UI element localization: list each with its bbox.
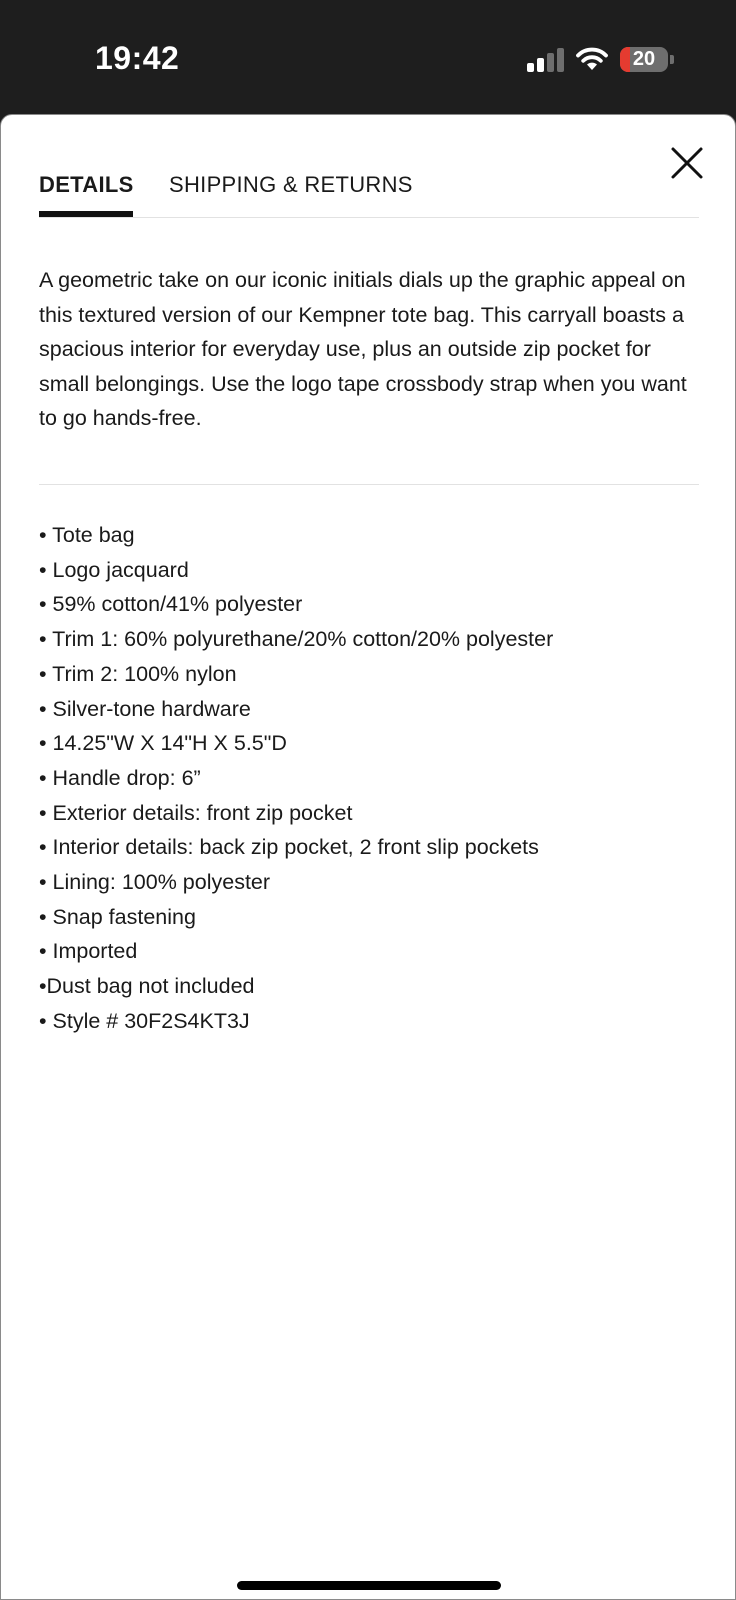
section-divider: [39, 484, 699, 485]
feature-item: • Style # 30F2S4KT3J: [39, 1008, 250, 1033]
home-indicator[interactable]: [237, 1581, 501, 1590]
tab-bar: [39, 167, 699, 218]
feature-item: • Lining: 100% polyester: [39, 870, 271, 895]
feature-item: • Snap fastening: [39, 904, 196, 929]
wifi-icon: [575, 44, 609, 72]
tab-shipping-returns[interactable]: SHIPPING & RETURNS: [169, 172, 413, 197]
feature-item: • Logo jacquard: [39, 557, 189, 582]
status-time: 19:42: [95, 40, 180, 76]
details-sheet: [0, 114, 736, 1600]
feature-item: • Handle drop: 6”: [39, 765, 201, 790]
feature-item: • Silver-tone hardware: [39, 696, 251, 721]
feature-item: • Trim 1: 60% polyurethane/20% cotton/20% polyester: [39, 627, 554, 652]
feature-item: • Trim 2: 100% nylon: [39, 661, 237, 686]
cellular-signal-icon: [527, 46, 565, 72]
status-bar: [0, 0, 736, 114]
feature-item: • 59% cotton/41% polyester: [39, 592, 303, 617]
feature-item: • 14.25"W X 14"H X 5.5"D: [39, 731, 287, 756]
battery-icon: [620, 47, 668, 72]
feature-item: • Imported: [39, 939, 138, 964]
feature-item: • Interior details: back zip pocket, 2 front slip pockets: [39, 835, 539, 860]
feature-item: •Dust bag not included: [39, 974, 255, 999]
battery-level: 20: [632, 48, 656, 70]
product-description: A geometric take on our iconic initials dials up the graphic appeal on this textured version of our Kempner tote bag. This carryall boasts a spacious interior for everyday use, plus an outside zip pocket for small belongings. Use the logo tape crossbody strap when you want to go hands-free.: [39, 268, 687, 430]
feature-item: • Exterior details: front zip pocket: [39, 800, 353, 825]
tab-details[interactable]: DETAILS: [39, 167, 133, 217]
feature-list: [39, 518, 705, 1039]
battery-cap: [670, 55, 674, 64]
feature-item: • Tote bag: [39, 523, 135, 547]
